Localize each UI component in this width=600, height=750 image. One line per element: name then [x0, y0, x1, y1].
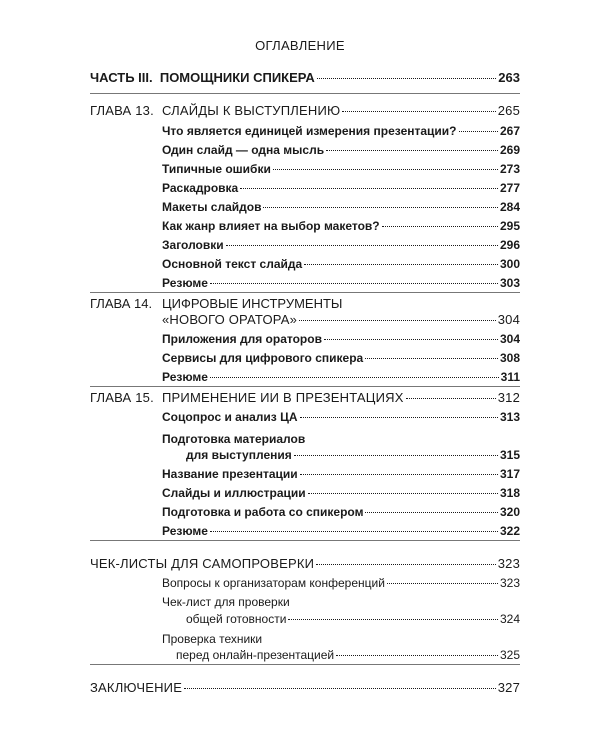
divider: [90, 540, 520, 541]
entry-title: Резюме: [162, 524, 208, 538]
chapter-title: ПРИМЕНЕНИЕ ИИ В ПРЕЗЕНТАЦИЯХ: [162, 390, 404, 405]
page-number: 323: [499, 576, 520, 590]
divider: [90, 93, 520, 94]
leader-dots: [459, 131, 498, 132]
leader-dots: [184, 688, 496, 689]
leader-dots: [317, 78, 497, 79]
leader-dots: [300, 474, 498, 475]
page-number: 313: [499, 410, 520, 424]
leader-dots: [387, 583, 498, 584]
leader-dots: [382, 226, 498, 227]
leader-dots: [308, 493, 498, 494]
chapter-title-line-2: «НОВОГО ОРАТОРА»: [162, 312, 298, 327]
entry-title: Типичные ошибки: [162, 162, 271, 176]
divider: [90, 664, 520, 665]
toc-entry[interactable]: [162, 504, 520, 520]
entry-title: Резюме: [162, 276, 208, 290]
toc-entry[interactable]: [162, 466, 520, 482]
toc-entry[interactable]: [162, 275, 520, 291]
toc-entry[interactable]: [162, 123, 520, 139]
entry-title: Резюме: [162, 370, 208, 384]
chapter-number: ГЛАВА 15.: [90, 390, 154, 405]
page-number: 308: [499, 351, 520, 365]
section-title: ЗАКЛЮЧЕНИЕ: [90, 680, 183, 695]
part-title: ПОМОЩНИКИ СПИКЕРА: [159, 70, 315, 85]
toc-entry[interactable]: [162, 142, 520, 158]
toc-entry-line-1[interactable]: Чек-лист для проверки: [162, 595, 290, 609]
entry-title: Заголовки: [162, 238, 224, 252]
toc-entry[interactable]: [162, 218, 520, 234]
toc-entry[interactable]: [186, 447, 520, 463]
page-number: 327: [497, 680, 520, 695]
toc-entry-part-3[interactable]: [90, 70, 520, 86]
leader-dots: [406, 398, 496, 399]
leader-dots: [324, 339, 498, 340]
page-number: 324: [499, 612, 520, 626]
toc-entry[interactable]: [162, 523, 520, 539]
toc-entry-conclusion[interactable]: [90, 680, 520, 696]
toc-entry-chapter-15[interactable]: [90, 390, 520, 406]
toc-entry[interactable]: [162, 331, 520, 347]
leader-dots: [365, 512, 498, 513]
page-number: 277: [499, 181, 520, 195]
entry-title: Название презентации: [162, 467, 298, 481]
page-number: 315: [499, 448, 520, 462]
leader-dots: [226, 245, 498, 246]
toc-entry[interactable]: [162, 237, 520, 253]
entry-title-line-2: для выступления: [186, 448, 292, 462]
toc-entry[interactable]: [162, 485, 520, 501]
page-number: 265: [497, 103, 520, 118]
entry-title: Раскадровка: [162, 181, 239, 195]
toc-entry[interactable]: [162, 199, 520, 215]
page-number: 312: [497, 390, 520, 405]
leader-dots: [273, 169, 498, 170]
toc-entry-line-1[interactable]: Проверка техники: [162, 632, 263, 646]
page-number: 322: [499, 524, 520, 538]
toc-entry[interactable]: [162, 256, 520, 272]
page-number: 303: [499, 276, 520, 290]
page-number: 317: [499, 467, 520, 481]
leader-dots: [210, 377, 499, 378]
entry-title: Как жанр влияет на выбор макетов?: [162, 219, 380, 233]
entry-title-line-2: общей готовности: [186, 612, 287, 626]
leader-dots: [342, 111, 495, 112]
leader-dots: [299, 320, 496, 321]
leader-dots: [316, 564, 496, 565]
page-number: 304: [499, 332, 520, 346]
page-number: 304: [497, 312, 520, 327]
entry-title: Сервисы для цифрового спикера: [162, 351, 364, 365]
entry-title: Один слайд — одна мысль: [162, 143, 325, 157]
entry-title: Что является единицей измерения презентации?: [162, 124, 457, 138]
page-title: ОГЛАВЛЕНИЕ: [255, 38, 345, 53]
toc-entry[interactable]: [162, 409, 520, 425]
toc-entry[interactable]: [176, 647, 520, 663]
section-title: ЧЕК-ЛИСТЫ ДЛЯ САМОПРОВЕРКИ: [90, 556, 315, 571]
page-number: 269: [499, 143, 520, 157]
entry-title: Подготовка и работа со спикером: [162, 505, 364, 519]
entry-title: Макеты слайдов: [162, 200, 262, 214]
divider: [90, 292, 520, 293]
toc-entry-checklists[interactable]: [90, 556, 520, 572]
entry-title-line-2: перед онлайн-презентацией: [176, 648, 335, 662]
chapter-number: ГЛАВА 13.: [90, 103, 154, 118]
chapter-title: СЛАЙДЫ К ВЫСТУПЛЕНИЮ: [162, 103, 341, 118]
toc-entry[interactable]: [162, 350, 520, 366]
leader-dots: [263, 207, 498, 208]
chapter-number: ГЛАВА 14.: [90, 296, 153, 311]
leader-dots: [294, 455, 498, 456]
leader-dots: [365, 358, 498, 359]
leader-dots: [326, 150, 498, 151]
toc-entry[interactable]: [162, 575, 520, 591]
page-number: 263: [498, 70, 520, 85]
page-number: 311: [500, 370, 520, 384]
toc-entry[interactable]: [186, 611, 520, 627]
entry-title: Основной текст слайда: [162, 257, 303, 271]
leader-dots: [300, 417, 498, 418]
page-number: 295: [499, 219, 520, 233]
page-number: 296: [499, 238, 520, 252]
page-number: 323: [497, 556, 520, 571]
page-number: 267: [499, 124, 520, 138]
page-number: 325: [499, 648, 520, 662]
leader-dots: [336, 655, 498, 656]
leader-dots: [210, 283, 498, 284]
page-number: 300: [499, 257, 520, 271]
leader-dots: [240, 188, 498, 189]
leader-dots: [210, 531, 498, 532]
entry-title: Соцопрос и анализ ЦА: [162, 410, 298, 424]
toc-entry[interactable]: [162, 180, 520, 196]
part-label: ЧАСТЬ III.: [90, 70, 153, 85]
divider: [90, 386, 520, 387]
leader-dots: [288, 619, 498, 620]
toc-entry[interactable]: [162, 369, 520, 385]
chapter-title-line-1: ЦИФРОВЫЕ ИНСТРУМЕНТЫ: [162, 296, 343, 311]
toc-entry-chapter-14[interactable]: [90, 296, 342, 311]
entry-title: Вопросы к организаторам конференций: [162, 576, 385, 590]
page-number: 273: [499, 162, 520, 176]
toc-entry-line-1[interactable]: Подготовка материалов: [162, 432, 306, 446]
entry-title: Приложения для ораторов: [162, 332, 322, 346]
toc-entry[interactable]: [162, 161, 520, 177]
page-number: 320: [499, 505, 520, 519]
toc-entry-chapter-14-line-2[interactable]: [162, 312, 520, 328]
entry-title: Слайды и иллюстрации: [162, 486, 306, 500]
page-number: 318: [499, 486, 520, 500]
page-number: 284: [499, 200, 520, 214]
toc-entry-chapter-13[interactable]: [90, 103, 520, 119]
leader-dots: [304, 264, 498, 265]
